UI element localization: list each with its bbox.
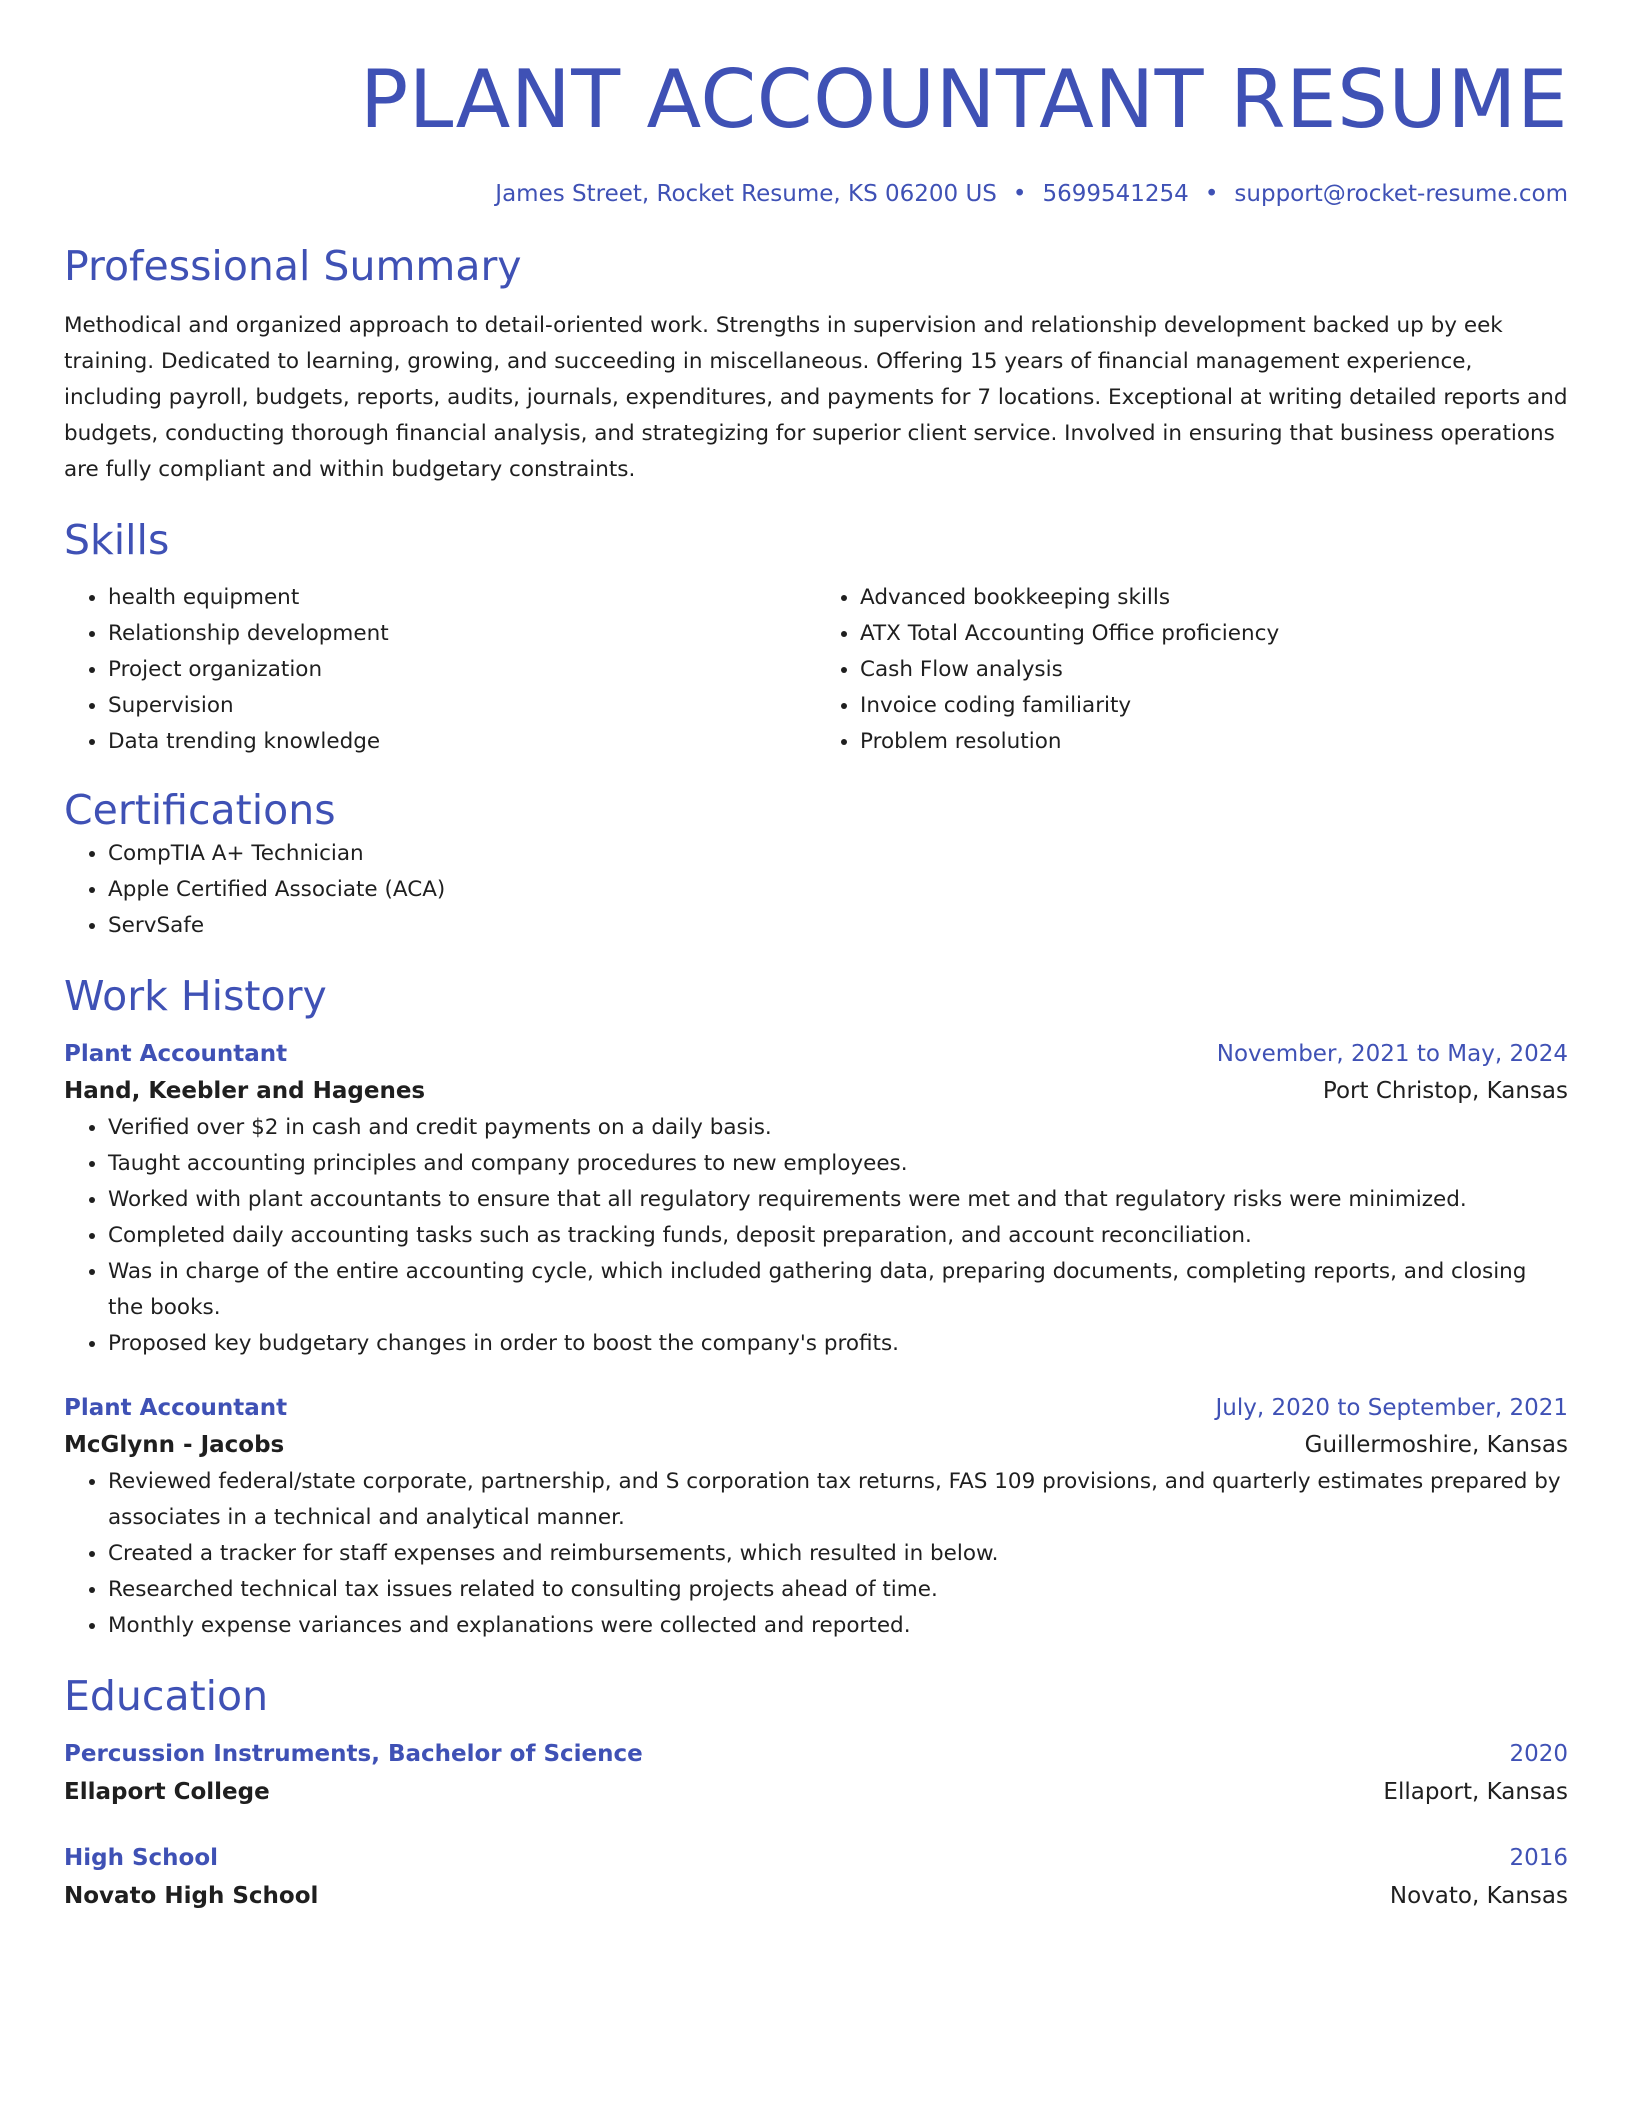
- job-duty: • Was in charge of the entire accounting cycle, which included gathering data, preparing documents, completing reports, and closing the books.: [108, 1254, 1568, 1326]
- job-duty: • Created a tracker for staff expenses and reimbursements, which resulted in below.: [108, 1536, 1568, 1572]
- skill-item: • Advanced bookkeeping skills: [860, 580, 1568, 616]
- skills-column-left: [64, 580, 816, 760]
- skills-list-left: [64, 580, 816, 760]
- job-duty: • Taught accounting principles and company procedures to new employees.: [108, 1146, 1568, 1182]
- certifications-list: [64, 836, 1568, 944]
- skill-item: • Cash Flow analysis: [860, 652, 1568, 688]
- job-duty: • Proposed key budgetary changes in order to boost the company's profits.: [108, 1326, 1568, 1362]
- job-entry: [64, 1036, 1568, 1362]
- skills-column-right: [816, 580, 1568, 760]
- contact-email: support@rocket-resume.com: [1234, 181, 1568, 207]
- education-school-row: [64, 1876, 1568, 1916]
- section-title-summary: Professional Summary: [64, 242, 522, 290]
- job-duty: • Worked with plant accountants to ensure that all regulatory requirements were met and that regulatory risks were minimized.: [108, 1182, 1568, 1218]
- job-entry: [64, 1390, 1568, 1644]
- skill-item: • health equipment: [108, 580, 816, 616]
- section-title-certifications: Certifications: [64, 786, 336, 834]
- summary-text: Methodical and organized approach to detail-oriented work. Strengths in supervision and relationship development backed up by eek training. Dedicated to learning, growing, and succeeding in miscellaneous. Offering 15 years of financial management experience, including payroll, budgets, reports, audits, journals, expenditures, and payments for 7 locations. Exceptional at writing detailed reports and budgets, conducting thorough financial analysis, and strategizing for superior client service. Involved in ensuring that business operations are fully compliant and within budgetary constraints.: [64, 313, 1568, 482]
- job-dates: November, 2021 to May, 2024: [1216, 1041, 1568, 1067]
- job-location: Port Christop, Kansas: [1322, 1078, 1568, 1104]
- skill-item: • Problem resolution: [860, 724, 1568, 760]
- certification-item: • Apple Certified Associate (ACA): [108, 872, 1568, 908]
- skill-item: • Project organization: [108, 652, 816, 688]
- contact-line: [64, 178, 1568, 210]
- resume-header: [64, 52, 1568, 210]
- job-duties-list: [64, 1464, 1568, 1644]
- job-dates: July, 2020 to September, 2021: [1215, 1395, 1568, 1421]
- skills-grid: [64, 580, 1568, 760]
- contact-phone: 5699541254: [1042, 181, 1189, 207]
- section-title-work-history: Work History: [64, 972, 327, 1020]
- job-duty: • Reviewed federal/state corporate, partnership, and S corporation tax returns, FAS 109 provisions, and quarterly estimates prepared by associates in a technical and analytical manner.: [108, 1464, 1568, 1536]
- job-duty: • Verified over $2 in cash and credit payments on a daily basis.: [108, 1110, 1568, 1146]
- education-location: Novato, Kansas: [1389, 1883, 1568, 1909]
- education-year: 2020: [1509, 1741, 1568, 1767]
- education-school-row: [64, 1772, 1568, 1812]
- skill-item: • Supervision: [108, 688, 816, 724]
- certification-item: • ServSafe: [108, 908, 1568, 944]
- skill-item: • ATX Total Accounting Office proficiency: [860, 616, 1568, 652]
- job-header-row: [64, 1036, 1568, 1072]
- job-duty: • Monthly expense variances and explanations were collected and reported.: [108, 1608, 1568, 1644]
- page-title: PLANT ACCOUNTANT RESUME: [360, 53, 1568, 146]
- contact-separator: •: [1204, 181, 1219, 207]
- education-header-row: [64, 1736, 1568, 1772]
- skill-item: • Data trending knowledge: [108, 724, 816, 760]
- contact-separator: •: [1012, 181, 1027, 207]
- education-header-row: [64, 1840, 1568, 1876]
- education-entry: [64, 1736, 1568, 1812]
- job-header-row: [64, 1390, 1568, 1426]
- job-duties-list: [64, 1110, 1568, 1362]
- education-year: 2016: [1509, 1845, 1568, 1871]
- skill-item: • Invoice coding familiarity: [860, 688, 1568, 724]
- job-company: Hand, Keebler and Hagenes: [64, 1078, 426, 1104]
- job-company: McGlynn - Jacobs: [64, 1432, 285, 1458]
- certification-item: • CompTIA A+ Technician: [108, 836, 1568, 872]
- section-title-education: Education: [64, 1672, 269, 1720]
- job-company-row: [64, 1072, 1568, 1110]
- education-school: Novato High School: [64, 1883, 319, 1909]
- education-entry: [64, 1840, 1568, 1916]
- job-role: Plant Accountant: [64, 1041, 288, 1067]
- education-degree: High School: [64, 1845, 219, 1871]
- job-role: Plant Accountant: [64, 1395, 288, 1421]
- education-degree: Percussion Instruments, Bachelor of Science: [64, 1741, 643, 1767]
- job-duty: • Researched technical tax issues related to consulting projects ahead of time.: [108, 1572, 1568, 1608]
- section-title-skills: Skills: [64, 516, 170, 564]
- education-location: Ellaport, Kansas: [1383, 1779, 1568, 1805]
- education-school: Ellaport College: [64, 1779, 270, 1805]
- skills-list-right: [816, 580, 1568, 760]
- job-company-row: [64, 1426, 1568, 1464]
- skill-item: • Relationship development: [108, 616, 816, 652]
- contact-address: James Street, Rocket Resume, KS 06200 US: [495, 181, 997, 207]
- job-duty: • Completed daily accounting tasks such as tracking funds, deposit preparation, and account reconciliation.: [108, 1218, 1568, 1254]
- job-location: Guillermoshire, Kansas: [1304, 1432, 1568, 1458]
